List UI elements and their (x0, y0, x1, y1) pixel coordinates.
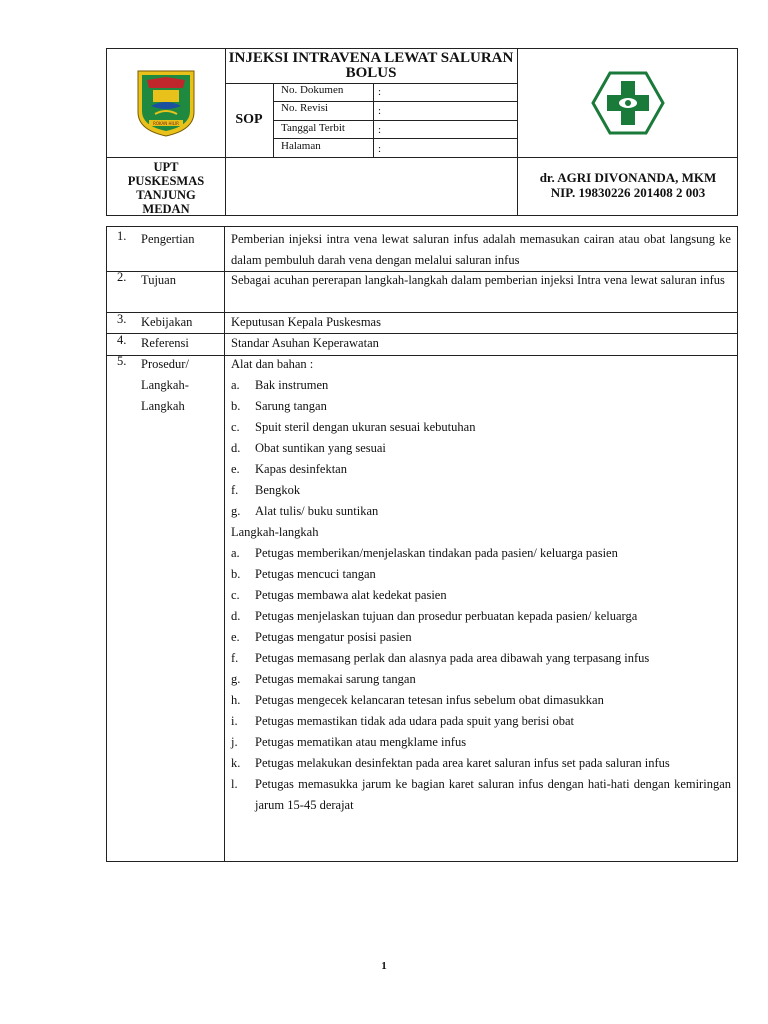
header-divider (273, 120, 517, 121)
region-logo-cell (107, 49, 225, 157)
list-marker: j. (231, 735, 238, 749)
list-marker: g. (231, 504, 241, 518)
langkah-item (231, 564, 731, 585)
header-divider (273, 138, 517, 139)
list-item-text: Petugas mencuci tangan (255, 567, 376, 581)
langkah-item (231, 606, 731, 627)
list-item-text: Petugas memberikan/menjelaskan tindakan pada pasien/ keluarga pasien (255, 546, 618, 560)
list-item-text: Petugas memakai sarung tangan (255, 672, 416, 686)
section-title-line: Langkah (141, 399, 185, 413)
alat-item (231, 501, 731, 522)
list-marker: g. (231, 672, 241, 686)
alat-bahan-heading: Alat dan bahan : (231, 357, 314, 371)
langkah-item (231, 627, 731, 648)
list-item-text: Petugas mengatur posisi pasien (255, 630, 412, 644)
langkah-item (231, 543, 731, 564)
list-item-text: Petugas memasukka jarum ke bagian karet saluran infus dengan hati-hati dengan kemiringan jarum 15-45 derajat (255, 777, 731, 812)
list-marker: b. (231, 399, 241, 413)
langkah-item (231, 690, 731, 711)
list-item-text: Petugas menjelaskan tujuan dan prosedur perbuatan kepada pasien/ keluarga (255, 609, 638, 623)
sop-label: SOP (235, 112, 263, 127)
langkah-item (231, 753, 731, 774)
meta-value-no-dokumen: : (378, 86, 382, 98)
list-item-text: Petugas melakukan desinfektan pada area karet saluran infus set pada saluran infus (255, 756, 670, 770)
list-marker: d. (231, 609, 241, 623)
section-title-line: Prosedur/ (141, 357, 189, 371)
list-marker: e. (231, 462, 240, 476)
section-number: 2. (117, 270, 127, 284)
signatory-name: dr. AGRI DIVONANDA, MKM (539, 170, 717, 185)
list-item-text: Alat tulis/ buku suntikan (255, 504, 379, 518)
langkah-item (231, 711, 731, 732)
list-marker: c. (231, 588, 240, 602)
meta-value-no-revisi: : (378, 105, 382, 117)
unit-name-line: UPT (153, 160, 179, 174)
list-item-text: Petugas mematikan atau mengklame infus (255, 735, 467, 749)
list-marker: d. (231, 441, 241, 455)
section-text-pengertian: Pemberian injeksi intra vena lewat saluran infus adalah memasukan cairan atau obat langsung ke dalam pembuluh darah vena dengan melalui saluran infus (231, 232, 731, 267)
section-number: 1. (117, 229, 127, 243)
list-marker: e. (231, 630, 240, 644)
list-marker: f. (231, 651, 239, 665)
puskesmas-logo-cell (517, 49, 739, 157)
section-text-referensi: Standar Asuhan Keperawatan (231, 336, 379, 350)
section-number: 3. (117, 312, 127, 326)
prosedur-content (231, 354, 731, 816)
list-item-text: Bak instrumen (255, 378, 329, 392)
list-marker: a. (231, 546, 240, 560)
list-item-text: Petugas memasang perlak dan alasnya pada area dibawah yang terpasang infus (255, 651, 650, 665)
section-number: 4. (117, 333, 127, 347)
list-item-text: Petugas membawa alat kedekat pasien (255, 588, 447, 602)
list-item-text: Spuit steril dengan ukuran sesuai kebutuhan (255, 420, 476, 434)
unit-name-line: TANJUNG (136, 188, 196, 202)
meta-label-no-dokumen: No. Dokumen (281, 84, 344, 96)
list-marker: a. (231, 378, 240, 392)
list-marker: f. (231, 483, 239, 497)
meta-value-halaman: : (378, 143, 382, 155)
section-title: Tujuan (141, 273, 176, 287)
section-text-kebijakan: Keputusan Kepala Puskesmas (231, 315, 381, 329)
alat-item (231, 438, 731, 459)
langkah-heading: Langkah-langkah (231, 525, 319, 539)
langkah-item (231, 732, 731, 753)
list-marker: k. (231, 756, 241, 770)
meta-label-halaman: Halaman (281, 140, 321, 152)
alat-item (231, 375, 731, 396)
alat-item (231, 459, 731, 480)
unit-name (107, 157, 225, 217)
alat-item (231, 480, 731, 501)
langkah-item (231, 774, 731, 816)
list-marker: i. (231, 714, 238, 728)
sop-header-table (106, 48, 738, 216)
list-marker: b. (231, 567, 241, 581)
region-logo-text: ROKAN HILIR (153, 121, 179, 126)
list-marker: h. (231, 693, 241, 707)
list-item-text: Petugas memastikan tidak ada udara pada spuit yang berisi obat (255, 714, 575, 728)
meta-value-tanggal-terbit: : (378, 124, 382, 136)
alat-item (231, 417, 731, 438)
content-column-divider (224, 227, 225, 861)
langkah-item (231, 585, 731, 606)
list-item-text: Bengkok (255, 483, 301, 497)
list-item-text: Petugas mengecek kelancaran tetesan infus sebelum obat dimasukkan (255, 693, 604, 707)
section-title-line: Langkah- (141, 378, 189, 392)
section-number: 5. (117, 354, 127, 368)
section-text-tujuan: Sebagai acuhan pererapan langkah-langkah dalam pemberian injeksi Intra vena lewat saluran infus (231, 273, 725, 287)
document-title: INJEKSI INTRAVENA LEWAT SALURAN BOLUS (228, 50, 514, 81)
sop-content-table (106, 226, 738, 862)
puskesmas-logo (591, 71, 665, 135)
list-marker: c. (231, 420, 240, 434)
list-item-text: Obat suntikan yang sesuai (255, 441, 386, 455)
section-title: Referensi (141, 336, 189, 350)
list-item-text: Kapas desinfektan (255, 462, 347, 476)
alat-item (231, 396, 731, 417)
signatory-nip: NIP. 19830226 201408 2 003 (550, 185, 706, 200)
list-item-text: Sarung tangan (255, 399, 327, 413)
langkah-item (231, 669, 731, 690)
unit-name-line: MEDAN (142, 202, 190, 216)
meta-label-no-revisi: No. Revisi (281, 102, 329, 114)
page-number: 1 (381, 960, 387, 972)
list-marker: l. (231, 777, 238, 791)
section-title: Pengertian (141, 232, 195, 246)
region-crest-logo (135, 68, 197, 138)
meta-label-tanggal-terbit: Tanggal Terbit (281, 122, 345, 134)
unit-name-line: PUSKESMAS (127, 174, 205, 188)
langkah-item (231, 648, 731, 669)
signatory-block (517, 157, 739, 217)
section-title: Kebijakan (141, 315, 193, 329)
